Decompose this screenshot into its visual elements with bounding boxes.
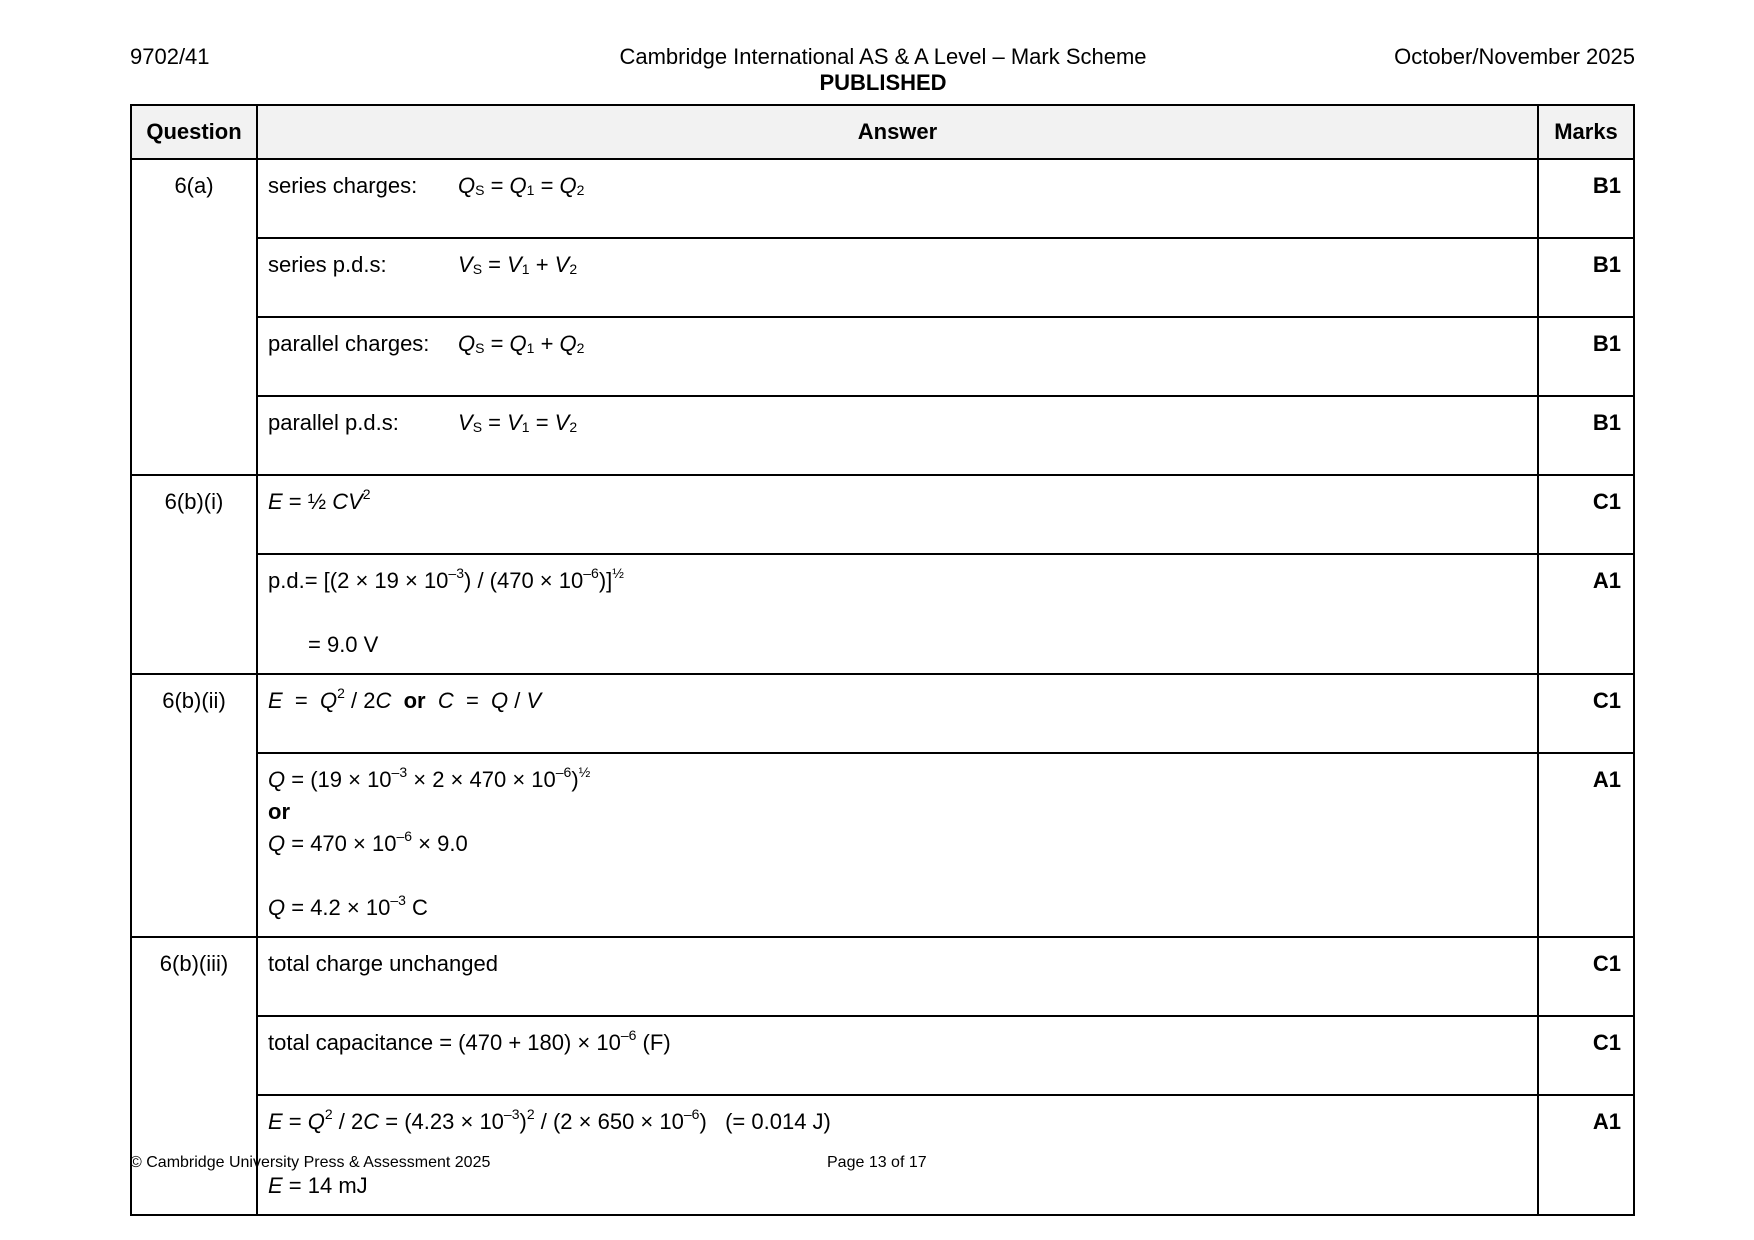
mark-code: B1 [1538,159,1634,238]
answer-cell: series charges: $Q_S = Q_1 = Q_2$ [257,159,1538,238]
mark-code: A1 [1538,753,1634,937]
table-row [131,554,1634,674]
table-row [131,396,1634,475]
mark-code: C1 [1538,1016,1634,1095]
equation-result: E = 14 mJ [268,1173,368,1198]
marks-header: Marks [1538,105,1634,159]
mark-code: A1 [1538,554,1634,674]
table-row [131,475,1634,554]
answer-cell: $E = Q^2 / 2C$ or C = Q / V [257,674,1538,753]
page-number: Page 13 of 17 [827,1154,927,1171]
answer-cell: parallel p.d.s: $V_S = V_1 = V_2$ [257,396,1538,475]
table-row [131,238,1634,317]
answer-label: parallel charges: [268,331,430,356]
copyright-notice: © Cambridge University Press & Assessment 2025 [130,1154,491,1171]
mark-code: C1 [1538,937,1634,1016]
exam-session: October/November 2025 [1394,44,1635,69]
mark-code: A1 [1538,1095,1634,1215]
published-label: PUBLISHED [819,70,947,95]
question-header: Question [131,105,257,159]
answer-cell: E = ½ $CV^2$ [257,475,1538,554]
table-row [131,159,1634,238]
answer-label: series p.d.s: [268,252,387,277]
mark-code: B1 [1538,396,1634,475]
equation-line: $Q = (19 \times 10^{-3} \times 2 \times 470 \times 10^{-6})^{\frac{1}{2}}$ [268,764,591,792]
paper-code: 9702/41 [130,44,210,69]
question-number: 6(b)(iii) [131,937,257,1215]
equation-line: $p.d.= [(2 \times 19 \times 10^{-3}) / (470 \times 10^{-6})]^{\frac{1}{2}}$ [268,565,624,593]
answer-cell: parallel charges: $Q_S = Q_1 + Q_2$ [257,317,1538,396]
title-line: Cambridge International AS & A Level – Mark Scheme [619,44,1147,69]
answer-cell: series p.d.s: $V_S = V_1 + V_2$ [257,238,1538,317]
question-number: 6(b)(ii) [131,674,257,937]
answer-header: Answer [257,105,1538,159]
answer-cell: total charge unchanged [257,937,1538,1016]
equation-result: = 9.0 V [308,632,379,657]
equation-result: $Q = 4.2 \times 10^{-3}$ C [268,892,428,920]
mark-code: C1 [1538,674,1634,753]
answer-label: parallel p.d.s: [268,410,399,435]
table-row [131,937,1634,1016]
answer-cell [257,554,1538,674]
mark-scheme-table [130,104,1635,1216]
or-label: or [268,799,290,824]
mark-code: B1 [1538,317,1634,396]
answer-cell: total capacitance = $(470 + 180) \times 10^{-6}$ (F) [257,1016,1538,1095]
table-row [131,1016,1634,1095]
equation-line: $E = Q^2 / 2C = (4.23 \times 10^{-3})^2 / (2 \times 650 \times 10^{-6})$ (= 0.014 J) [268,1106,831,1134]
mark-code: B1 [1538,238,1634,317]
answer-label: series charges: [268,173,418,198]
equation-line: $Q = 470 \times 10^{-6} \times 9.0$ [268,828,468,856]
answer-cell [257,753,1538,937]
question-number: 6(a) [131,159,257,475]
question-number: 6(b)(i) [131,475,257,674]
table-row [131,674,1634,753]
mark-code: C1 [1538,475,1634,554]
table-row [131,753,1634,937]
table-header-row [131,105,1634,159]
table-row [131,317,1634,396]
